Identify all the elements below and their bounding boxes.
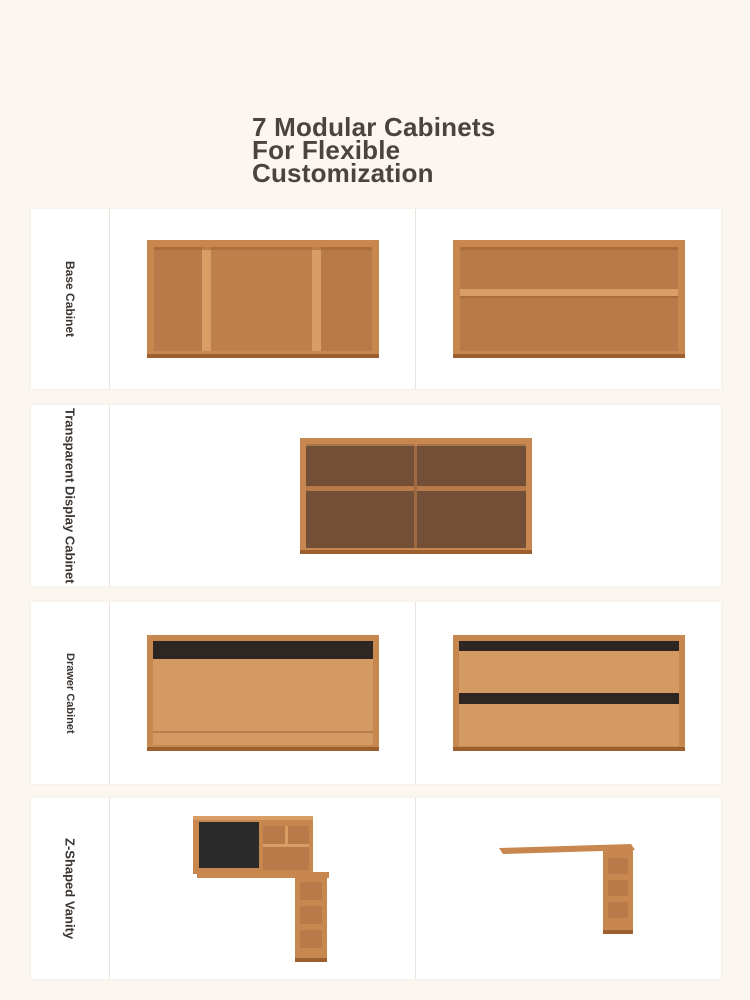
title-line-3: Customization <box>252 158 434 188</box>
row-label-cell <box>31 209 110 389</box>
cabinet-shelf-image <box>453 240 685 358</box>
drawer-cabinet-two-drawer <box>416 602 721 784</box>
vanity-simple <box>416 798 721 979</box>
row-label-cell <box>31 798 110 979</box>
display-cabinet-image <box>300 438 532 554</box>
drawer-two-image <box>453 635 685 751</box>
display-cabinet-row <box>31 405 721 586</box>
row-label-cell <box>31 602 110 784</box>
display-cabinet <box>110 405 721 586</box>
drawer-cabinet-label: Drawer Cabinet <box>64 652 76 734</box>
drawer-cabinet-flap <box>110 602 416 784</box>
vanity-hutch-image <box>193 816 333 962</box>
title-line-2: For Flexible <box>252 135 401 165</box>
base-cabinet-label: Base Cabinet <box>63 260 77 338</box>
base-cabinet-shelf <box>416 209 721 389</box>
row-label-cell <box>31 405 110 586</box>
vanity-label: Z-Shaped Vanity <box>62 837 78 940</box>
vanity-row <box>31 798 721 979</box>
cabinet-three-bay-image <box>147 240 379 358</box>
vanity-simple-image <box>499 844 639 934</box>
drawer-cabinet-row <box>31 602 721 784</box>
base-cabinet-three-bay <box>110 209 416 389</box>
title-line-1: 7 Modular Cabinets <box>252 112 496 142</box>
page-title <box>252 112 496 188</box>
display-cabinet-label: Transparent Display Cabinet <box>62 407 78 584</box>
drawer-flap-image <box>147 635 379 751</box>
base-cabinet-row <box>31 209 721 389</box>
vanity-with-hutch <box>110 798 416 979</box>
